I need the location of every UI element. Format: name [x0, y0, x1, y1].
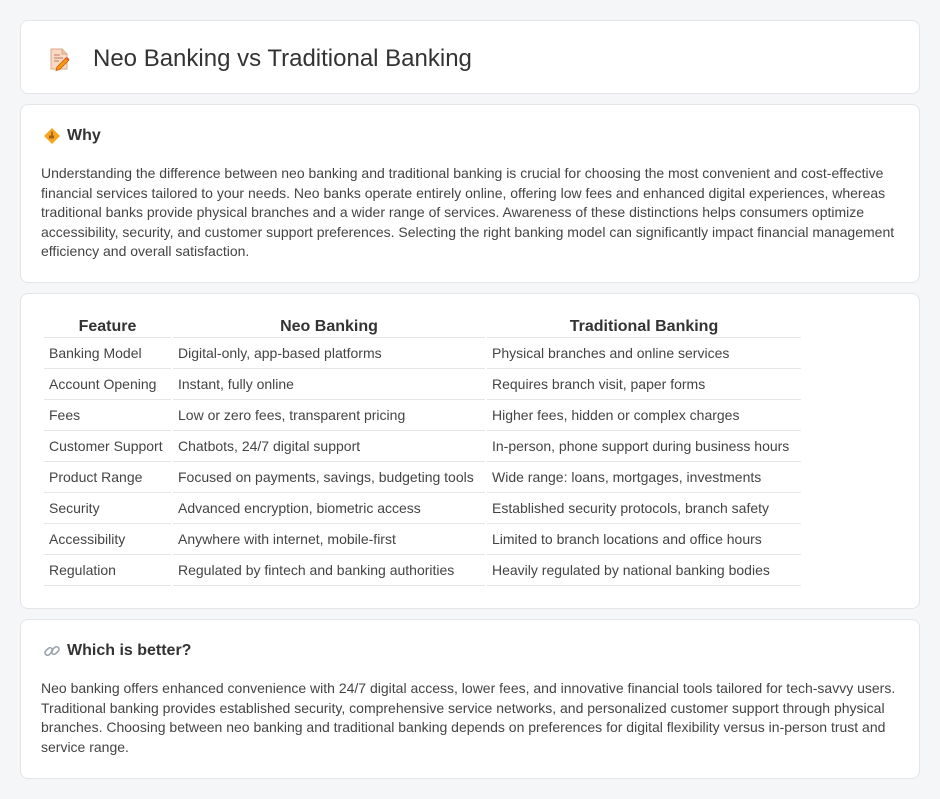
table-row [44, 462, 801, 493]
neo-banking-cell: Chatbots, 24/7 digital support [173, 431, 485, 462]
table-row [44, 431, 801, 462]
title-card [20, 20, 920, 94]
traditional-banking-cell: Limited to branch locations and office hours [487, 524, 801, 555]
table-row [44, 493, 801, 524]
traditional-banking-cell: Higher fees, hidden or complex charges [487, 400, 801, 431]
why-title: Why [67, 127, 101, 144]
column-header-neo-banking: Neo Banking [173, 316, 485, 338]
better-title: Which is better? [67, 642, 192, 659]
page-title: Neo Banking vs Traditional Banking [93, 45, 472, 72]
table-row [44, 524, 801, 555]
feature-cell: Product Range [44, 462, 171, 493]
comparison-table [42, 316, 803, 586]
traditional-banking-cell: In-person, phone support during business hours [487, 431, 801, 462]
why-text: Understanding the difference between neo banking and traditional banking is crucial for choosing the most convenient and cost-effective financial services tailored to your needs. Neo banks operate entirely online, offering low fees and enhanced digital experiences, whereas traditional banks provide physical branches and a wider range of services. Awareness of these distinctions helps consumers optimize accessibility, security, and customer support preferences. Selecting the right banking model can significantly impact financial management efficiency and overall satisfaction. [41, 165, 895, 259]
table-header-row [44, 316, 801, 338]
feature-cell: Accessibility [44, 524, 171, 555]
feature-cell: Regulation [44, 555, 171, 586]
neo-banking-cell: Instant, fully online [173, 369, 485, 400]
better-heading [43, 642, 191, 660]
feature-cell: Account Opening [44, 369, 171, 400]
traditional-banking-cell: Wide range: loans, mortgages, investments [487, 462, 801, 493]
diamond-hand-icon [43, 127, 61, 145]
comparison-section [20, 293, 920, 609]
table-row [44, 555, 801, 586]
neo-banking-cell: Low or zero fees, transparent pricing [173, 400, 485, 431]
table-row [44, 400, 801, 431]
feature-cell: Fees [44, 400, 171, 431]
traditional-banking-cell: Established security protocols, branch safety [487, 493, 801, 524]
link-icon [43, 642, 61, 660]
why-heading [43, 127, 101, 145]
feature-cell: Security [44, 493, 171, 524]
neo-banking-cell: Regulated by fintech and banking authorities [173, 555, 485, 586]
feature-cell: Banking Model [44, 338, 171, 369]
traditional-banking-cell: Heavily regulated by national banking bodies [487, 555, 801, 586]
feature-cell: Customer Support [44, 431, 171, 462]
neo-banking-cell: Digital-only, app-based platforms [173, 338, 485, 369]
which-is-better-section [20, 619, 920, 779]
neo-banking-cell: Focused on payments, savings, budgeting tools [173, 462, 485, 493]
table-row [44, 369, 801, 400]
neo-banking-cell: Anywhere with internet, mobile-first [173, 524, 485, 555]
better-text: Neo banking offers enhanced convenience with 24/7 digital access, lower fees, and innovative financial tools tailored for tech-savvy users. Traditional banking provides established security, comprehensive service networks, and personalized customer support through physical branches. Choosing between neo banking and traditional banking depends on preferences for digital flexibility versus in-person trust and service range. [41, 680, 896, 755]
why-section [20, 104, 920, 283]
traditional-banking-cell: Physical branches and online services [487, 338, 801, 369]
title-row [47, 45, 472, 73]
neo-banking-cell: Advanced encryption, biometric access [173, 493, 485, 524]
column-header-traditional-banking: Traditional Banking [487, 316, 801, 338]
traditional-banking-cell: Requires branch visit, paper forms [487, 369, 801, 400]
column-header-feature: Feature [44, 316, 171, 338]
table-row [44, 338, 801, 369]
document-pencil-icon [47, 47, 71, 71]
